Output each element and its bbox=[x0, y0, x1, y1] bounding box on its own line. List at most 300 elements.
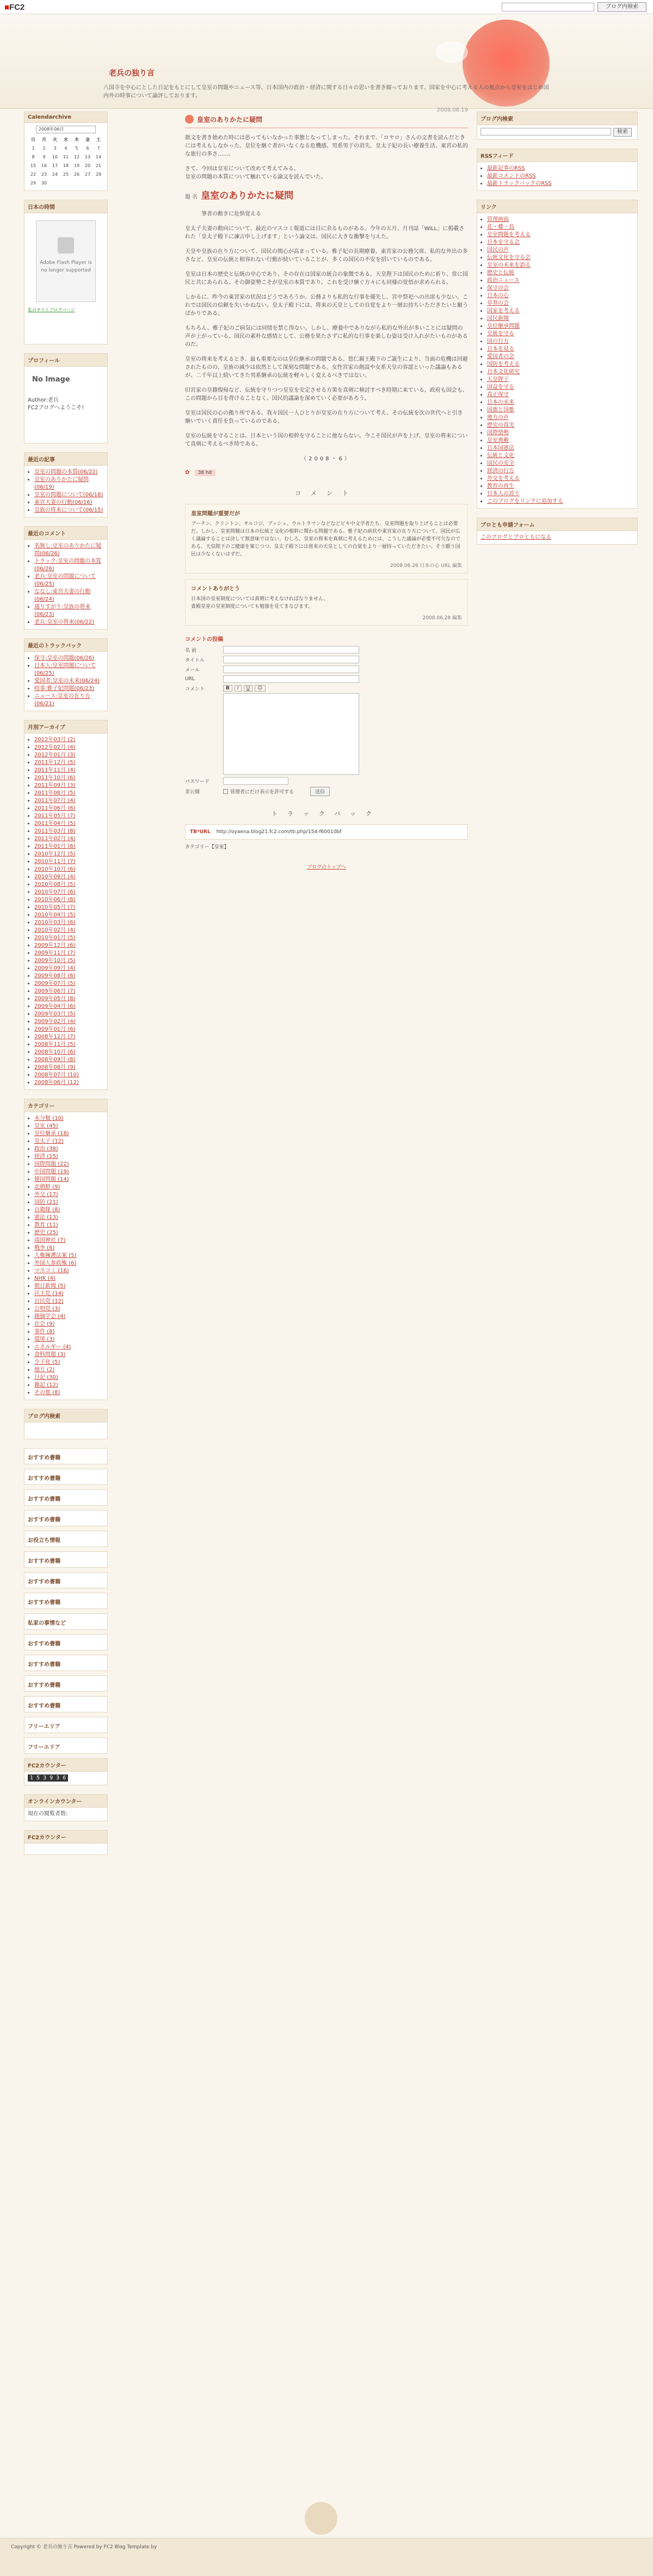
link-item-link[interactable]: 皇位継承問題 bbox=[487, 323, 520, 329]
comment-footer[interactable]: 2008.06.28 編集 bbox=[422, 615, 462, 621]
blog-top-link bbox=[185, 863, 468, 870]
profile-box bbox=[24, 353, 108, 443]
archive-item bbox=[34, 805, 104, 812]
archive-item-link[interactable]: 2011年03月 (8) bbox=[34, 828, 76, 834]
link-item-link[interactable]: 日本国憲法 bbox=[487, 445, 514, 451]
archive-item-link[interactable]: 2009年11月 (7) bbox=[34, 950, 76, 956]
recent-comment-item bbox=[34, 558, 104, 573]
calendar-day[interactable]: 11 bbox=[63, 155, 69, 159]
category-item-link[interactable]: 北朝鮮 (9) bbox=[34, 1184, 60, 1190]
post-intro-1: 拙文を書き始めた時には思ってもいなかった事態となってしまった。それまで、「ロヤロ」さんの文書を読んだときには考えもしなかった。皇位を継ぐ者がいなくなる危機感、男系男子の消失、皇太子妃の長い療養生活、東宮の私的な旅行の多さ……。 bbox=[185, 135, 468, 157]
link-item-link[interactable]: 真正保守 bbox=[487, 392, 509, 398]
category-item-link[interactable]: 靖国神社 (7) bbox=[34, 1237, 66, 1243]
category-item-link[interactable]: マスコミ (16) bbox=[34, 1268, 69, 1274]
archive-item-link[interactable]: 2008年09月 (8) bbox=[34, 1057, 76, 1063]
category-item-link[interactable]: 歴史 (25) bbox=[34, 1230, 58, 1236]
link-item-link[interactable]: 地方の声 bbox=[487, 415, 509, 421]
archive-item-link[interactable]: 2009年12月 (6) bbox=[34, 942, 76, 948]
link-item-link[interactable]: 日本の未来 bbox=[487, 399, 514, 405]
archive-item-link[interactable]: 2008年10月 (6) bbox=[34, 1049, 76, 1055]
calendar-day[interactable]: 16 bbox=[41, 163, 47, 168]
profile-text: FC2ブログへようこそ! bbox=[28, 405, 84, 411]
recent-comment-item bbox=[34, 619, 104, 626]
link-item-link[interactable]: 国益を守る bbox=[487, 384, 514, 390]
archive-item-link[interactable]: 2011年09月 (3) bbox=[34, 782, 76, 788]
blog-title[interactable]: 老兵の独り言 bbox=[109, 69, 155, 78]
link-item-link[interactable]: 伝統と文化 bbox=[487, 453, 514, 459]
category-item bbox=[34, 1359, 104, 1366]
link-item-link[interactable]: 国民の声 bbox=[487, 247, 509, 253]
calendar-day[interactable] bbox=[71, 179, 82, 188]
blog-top-anchor[interactable]: ブログのトップへ bbox=[307, 865, 346, 870]
category-item-link[interactable]: 日記 (30) bbox=[34, 1375, 58, 1381]
calendar-day[interactable]: 9 bbox=[42, 155, 46, 159]
post-body bbox=[185, 225, 468, 448]
category-item-link[interactable]: 政治 (38) bbox=[34, 1146, 58, 1152]
comment-textarea[interactable] bbox=[223, 693, 359, 775]
category-item-link[interactable]: NHK (4) bbox=[34, 1275, 56, 1281]
archive-item-link[interactable]: 2009年07月 (5) bbox=[34, 981, 76, 987]
calendar-day[interactable]: 7 bbox=[97, 146, 100, 151]
link-item bbox=[487, 353, 634, 361]
archive-item bbox=[34, 927, 104, 934]
url-label: URL bbox=[185, 676, 195, 682]
link-item-link[interactable]: 伝統文化を守る会 bbox=[487, 255, 531, 261]
link-item-link[interactable]: 国際情勢 bbox=[487, 430, 509, 436]
link-item bbox=[487, 445, 634, 452]
archive-item-link[interactable]: 2009年09月 (4) bbox=[34, 965, 76, 971]
counter2-box bbox=[24, 1830, 108, 1855]
post-icon bbox=[185, 115, 194, 124]
emoji-button[interactable]: ☺ bbox=[255, 685, 265, 692]
recent-posts-list bbox=[28, 469, 104, 514]
category-item bbox=[34, 1382, 104, 1389]
calendar-month-select[interactable]: 2008年06月 bbox=[36, 126, 96, 133]
archive-item-link[interactable]: 2008年11月 (5) bbox=[34, 1042, 76, 1047]
plugin-icon bbox=[58, 237, 74, 254]
post-paragraph: 皇太子夫妻の動向について、最近のマスコミ報道には目に余るものがある。今年の五月、月刊誌「WiLL」に掲載された「皇太子殿下に諫言申し上げます」という論文は、国民に大きな衝撃を与えた。 bbox=[185, 226, 465, 240]
favorite-icon[interactable]: ✿ bbox=[185, 470, 190, 476]
archive-item-link[interactable]: 2009年01月 (6) bbox=[34, 1026, 76, 1032]
category-item-link[interactable]: 地方 (2) bbox=[34, 1367, 55, 1373]
trackback-item bbox=[34, 655, 104, 662]
recent-post-item-link[interactable]: 皇族の将来について(06/15) bbox=[34, 507, 103, 513]
online-header: オンラインカウンター bbox=[24, 1795, 107, 1808]
name-input[interactable] bbox=[223, 646, 359, 654]
category-item bbox=[34, 1374, 104, 1382]
category-item-link[interactable]: 公明党 (3) bbox=[34, 1306, 60, 1312]
calendar-day[interactable]: 10 bbox=[52, 155, 58, 159]
post-paragraph: しかるに、昨今の東宮家の状況はどうであろうか。公務よりも私的な行事を優先し、宮中祭祀への出席も少ない。これでは国民の信頼を失いかねない。皇太子殿下には、将来の天皇としての自覚をより一層お持ちいただきたいと願うばかりである。 bbox=[185, 294, 468, 317]
trackback-item bbox=[34, 662, 104, 677]
link-item bbox=[487, 376, 634, 384]
calendar-day[interactable]: 8 bbox=[32, 155, 35, 159]
link-item-link[interactable]: 日本の心 bbox=[487, 293, 509, 299]
url-input[interactable] bbox=[223, 675, 359, 683]
category-item-link[interactable]: 環境 (3) bbox=[34, 1336, 55, 1342]
calendar-day[interactable]: 25 bbox=[63, 172, 69, 177]
password-label: パスワード bbox=[185, 779, 210, 785]
category-item-link[interactable]: 国際問題 (22) bbox=[34, 1161, 69, 1167]
rss-item bbox=[487, 172, 634, 180]
fc2-search-button[interactable]: ブログ内検索 bbox=[597, 2, 646, 12]
category-item-link[interactable]: エネルギー (4) bbox=[34, 1344, 71, 1350]
archive-item-link[interactable]: 2009年08月 (6) bbox=[34, 973, 76, 979]
archive-item-link[interactable]: 2010年05月 (7) bbox=[34, 904, 76, 910]
counter2-header: FC2カウンター bbox=[24, 1831, 107, 1844]
recent-comment-item-link[interactable]: 名無し:皇室のありかたに疑問(06/26) bbox=[34, 543, 102, 557]
link-item-link[interactable]: 日本を見る bbox=[487, 346, 514, 352]
recent-comments-header: 最近のコメント bbox=[24, 527, 107, 540]
recent-comment-item-link[interactable]: トラック:皇室の問題の本質(06/26) bbox=[34, 558, 102, 572]
trackback-item-link[interactable]: 時事:雅子妃問題(06/23) bbox=[34, 686, 94, 692]
archive-item bbox=[34, 843, 104, 851]
archive-item bbox=[34, 950, 104, 957]
link-item-link[interactable]: 教育の再生 bbox=[487, 483, 514, 489]
archive-item bbox=[34, 1041, 104, 1049]
archive-item-link[interactable]: 2011年02月 (4) bbox=[34, 836, 76, 842]
left-sidebar bbox=[24, 112, 108, 1864]
comment-body: 日本国の皇室制度については真剣に考えなければなりません。 貴殿皇室の皇室制度についても勉強を見てまなびます。 bbox=[191, 596, 329, 609]
link-item-link[interactable]: 保守の会 bbox=[487, 285, 509, 291]
archive-item bbox=[34, 1026, 104, 1033]
calendar-day[interactable]: 15 bbox=[30, 163, 36, 168]
archive-item-link[interactable]: 2008年12月 (7) bbox=[34, 1034, 76, 1040]
comment-label: コメント bbox=[185, 687, 205, 692]
archive-item bbox=[34, 988, 104, 995]
trackback-url-box bbox=[185, 824, 468, 840]
link-item-link[interactable]: 国家を考える bbox=[487, 308, 520, 314]
archive-item-link[interactable]: 2011年08月 (5) bbox=[34, 790, 76, 796]
category-item bbox=[34, 1130, 104, 1138]
calendar-day[interactable]: 29 bbox=[30, 181, 36, 186]
link-item bbox=[487, 216, 634, 224]
archive-item bbox=[34, 820, 104, 828]
category-item bbox=[34, 1290, 104, 1298]
link-item-link[interactable]: 愛国者の会 bbox=[487, 354, 514, 360]
archive-item-link[interactable]: 2010年03月 (6) bbox=[34, 920, 76, 926]
calendar-day[interactable] bbox=[50, 179, 60, 188]
rss-item bbox=[487, 180, 634, 188]
post-paragraph: 皇室の伝統を守ることは、日本という国の根幹を守ることに他ならない。今こそ国民が声を上げ、皇室の将来について真剣に考えるべき時である。 bbox=[185, 433, 468, 447]
buddy-form-box bbox=[477, 517, 638, 545]
category-item bbox=[34, 1237, 104, 1244]
link-item-link[interactable]: 草莽の会 bbox=[487, 300, 509, 306]
category-item-link[interactable]: 少子化 (5) bbox=[34, 1359, 60, 1365]
archive-item-link[interactable]: 2012年02月 (4) bbox=[34, 744, 76, 750]
link-item-link[interactable]: 皇室問題を考える bbox=[487, 232, 531, 238]
quote-intro: 筆者の動きに危惧覚える bbox=[201, 211, 261, 217]
profile-no-image: No Image bbox=[32, 375, 70, 384]
trackback-item-link[interactable]: 保守:皇室の問題(06/26) bbox=[34, 655, 94, 661]
calendar-day[interactable]: 28 bbox=[95, 172, 102, 177]
archive-item-link[interactable]: 2008年06月 (12) bbox=[34, 1080, 79, 1086]
archive-item-link[interactable]: 2008年07月 (10) bbox=[34, 1072, 79, 1078]
link-item-link[interactable]: 皇室の未来を語る bbox=[487, 262, 531, 268]
recent-comment-item-link[interactable]: 老兵:皇室の問題について(06/25) bbox=[34, 574, 96, 587]
link-item-link[interactable]: 国の行方 bbox=[487, 338, 509, 344]
category-item bbox=[34, 1229, 104, 1237]
archive-item-link[interactable]: 2012年01月 (3) bbox=[34, 752, 76, 758]
link-item-link[interactable]: 日本を守る会 bbox=[487, 239, 520, 245]
fc2-search-input[interactable] bbox=[502, 3, 594, 11]
trackbacks-list bbox=[28, 655, 104, 708]
archive-item-link[interactable]: 2011年11月 (4) bbox=[34, 767, 76, 773]
category-item-link[interactable]: 食料問題 (3) bbox=[34, 1352, 66, 1358]
category-item-link[interactable]: 外国人参政権 (6) bbox=[34, 1260, 77, 1266]
rss-item-link[interactable]: 最新トラックバックのRSS bbox=[487, 181, 552, 187]
secret-label: 非公開 bbox=[185, 790, 200, 795]
online-text: 現在の閲覧者数: bbox=[28, 1811, 68, 1817]
link-item bbox=[487, 391, 634, 399]
category-item-link[interactable]: 朝日新聞 (5) bbox=[34, 1283, 66, 1289]
italic-button[interactable]: I bbox=[235, 685, 242, 692]
category-item bbox=[34, 1252, 104, 1260]
right-search-button[interactable]: 検索 bbox=[613, 128, 632, 137]
archive-item-link[interactable]: 2009年04月 (6) bbox=[34, 1003, 76, 1009]
trackback-item-link[interactable]: 日本人:皇室問題について(06/25) bbox=[34, 663, 96, 676]
calendar-day[interactable]: 30 bbox=[41, 181, 47, 186]
calendar-day[interactable]: 20 bbox=[84, 163, 91, 168]
link-item-link[interactable]: 国民新聞 bbox=[487, 316, 509, 322]
link-item-link[interactable]: 皇統を守る bbox=[487, 331, 514, 337]
plugin-box: フリーエリア bbox=[24, 1717, 108, 1733]
archive-item-link[interactable]: 2010年10月 (6) bbox=[34, 866, 76, 872]
link-item-link[interactable]: 国民の安全 bbox=[487, 460, 514, 466]
quote-title: 題 名 皇室のありかたに疑問 bbox=[185, 190, 294, 201]
link-item-link[interactable]: 花・蝶・鳥 bbox=[487, 224, 514, 230]
category-item-link[interactable]: 皇太子 (12) bbox=[34, 1138, 64, 1144]
calendar-day[interactable]: 26 bbox=[73, 172, 80, 177]
archive-item-link[interactable]: 2011年04月 (5) bbox=[34, 821, 76, 827]
archive-item-link[interactable]: 2009年10月 (5) bbox=[34, 958, 76, 964]
archive-item-link[interactable]: 2011年12月 (5) bbox=[34, 760, 76, 766]
category-item-link[interactable]: 創価学会 (4) bbox=[34, 1314, 66, 1320]
misc-plugins bbox=[24, 1448, 108, 1754]
archive-item-link[interactable]: 2010年09月 (4) bbox=[34, 874, 76, 880]
right-search-input[interactable] bbox=[480, 128, 611, 135]
recent-comment-item-link[interactable]: 通りすがり:皇族の将来(06/23) bbox=[34, 604, 91, 618]
link-item-link[interactable]: 経済の行方 bbox=[487, 468, 514, 474]
plugin-box: おすすめ書籍 bbox=[24, 1593, 108, 1609]
calendar-day[interactable]: 1 bbox=[32, 146, 35, 151]
calendar-day[interactable]: 24 bbox=[52, 172, 58, 177]
category-item-link[interactable]: 皇位継承 (18) bbox=[34, 1131, 69, 1137]
recent-post-item-link[interactable]: 皇室の問題について(06/18) bbox=[34, 492, 103, 498]
archive-item-link[interactable]: 2010年07月 (6) bbox=[34, 889, 76, 895]
post-date: 2008.06.19 bbox=[436, 107, 468, 113]
category-item-link[interactable]: 自衛隊 (8) bbox=[34, 1207, 60, 1213]
category-item-link[interactable]: 人権擁護法案 (5) bbox=[34, 1253, 77, 1259]
blog-parts-link[interactable]: 私のサイトブログパーツ bbox=[28, 307, 75, 312]
link-item bbox=[487, 498, 634, 506]
archive-item-link[interactable]: 2011年05月 (7) bbox=[34, 813, 76, 819]
category-item-link[interactable]: 教育 (11) bbox=[34, 1222, 58, 1228]
archive-item-link[interactable]: 2009年06月 (7) bbox=[34, 988, 76, 994]
category-item bbox=[34, 1115, 104, 1123]
recent-comment-item-link[interactable]: ななし:東宮夫妻の行動(06/24) bbox=[34, 589, 91, 602]
left-search-header: ブログ内検索 bbox=[24, 1409, 107, 1422]
header-cloud-decoration bbox=[435, 41, 468, 63]
category-item-link[interactable]: 自民党 (12) bbox=[34, 1298, 64, 1304]
link-item-link[interactable]: 国旗と国歌 bbox=[487, 407, 514, 413]
archive-item-link[interactable]: 2011年10月 (6) bbox=[34, 775, 76, 781]
calendar-weekday: 火 bbox=[53, 137, 57, 142]
counter-value: 1 5 3 9 3 6 bbox=[28, 1774, 68, 1782]
link-item bbox=[487, 231, 634, 239]
password-input[interactable] bbox=[223, 777, 288, 785]
category-item-link[interactable]: 戦争 (6) bbox=[34, 1245, 55, 1251]
comment-footer[interactable]: 2008.06.26 日本の心 URL 編集 bbox=[390, 563, 462, 569]
plugin-box: フリーエリア bbox=[24, 1737, 108, 1754]
category-item-link[interactable]: 民主党 (14) bbox=[34, 1291, 64, 1297]
category-item-link[interactable]: 事件 (8) bbox=[34, 1329, 55, 1335]
calendar-day[interactable] bbox=[60, 179, 71, 188]
profile-author: Author:老兵 bbox=[28, 397, 59, 403]
archive-item-link[interactable]: 2008年08月 (9) bbox=[34, 1064, 76, 1070]
link-item bbox=[487, 315, 634, 323]
link-item-link[interactable]: 政治ニュース bbox=[487, 278, 520, 284]
calendar-day[interactable]: 2 bbox=[42, 146, 46, 151]
category-item-link[interactable]: 韓国問題 (14) bbox=[34, 1176, 69, 1182]
link-item-link[interactable]: 天皇陛下 bbox=[487, 377, 509, 383]
archive-item-link[interactable]: 2011年07月 (4) bbox=[34, 798, 76, 804]
category-item-link[interactable]: 国防 (21) bbox=[34, 1199, 58, 1205]
category-item bbox=[34, 1344, 104, 1351]
archive-item bbox=[34, 911, 104, 919]
rss-item-link[interactable]: 最新コメントのRSS bbox=[487, 173, 536, 179]
calendar-day[interactable]: 14 bbox=[95, 155, 102, 159]
archive-item-link[interactable]: 2010年11月 (7) bbox=[34, 859, 76, 865]
comment-title: コメントありがとう bbox=[191, 586, 240, 592]
link-item-link[interactable]: 日本文化研究 bbox=[487, 369, 520, 375]
calendar-day[interactable]: 23 bbox=[41, 172, 47, 177]
category-item-link[interactable]: 社会 (9) bbox=[34, 1321, 55, 1327]
trackback-category[interactable]: カテゴリー【皇室】 bbox=[185, 845, 229, 850]
trackback-item bbox=[34, 677, 104, 685]
plugin-box: おすすめ書籍 bbox=[24, 1634, 108, 1650]
archive-item-link[interactable]: 2011年06月 (6) bbox=[34, 805, 76, 811]
calendar-day[interactable]: 21 bbox=[95, 163, 102, 168]
plugin-box: おすすめ書籍 bbox=[24, 1551, 108, 1568]
link-item bbox=[487, 429, 634, 437]
link-item-link[interactable]: 管理画面 bbox=[487, 217, 509, 223]
recent-post-item-link[interactable]: 東宮夫妻の行動(06/16) bbox=[34, 500, 93, 506]
archive-item bbox=[34, 904, 104, 911]
archive-item-link[interactable]: 2011年01月 (6) bbox=[34, 843, 76, 849]
secret-checkbox[interactable] bbox=[223, 789, 228, 794]
buddy-form-link[interactable]: このブログとブロともになる bbox=[480, 534, 552, 540]
calendar-day[interactable]: 18 bbox=[63, 163, 69, 168]
link-item bbox=[487, 330, 634, 338]
category-item-link[interactable]: 経済 (15) bbox=[34, 1154, 58, 1160]
calendar-day[interactable]: 12 bbox=[73, 155, 80, 159]
link-item-link[interactable]: 歴史と伝統 bbox=[487, 270, 514, 276]
archive-item-link[interactable]: 2009年02月 (4) bbox=[34, 1019, 76, 1025]
calendar-day[interactable]: 5 bbox=[75, 146, 78, 151]
recent-post-item bbox=[34, 469, 104, 476]
calendar-weekday: 水 bbox=[64, 137, 68, 142]
archive-item-link[interactable]: 2009年03月 (5) bbox=[34, 1011, 76, 1017]
underline-button[interactable]: U bbox=[244, 685, 253, 692]
calendar-day[interactable]: 27 bbox=[84, 172, 91, 177]
hit-counter-badge: 38 hit bbox=[195, 470, 215, 476]
link-item bbox=[487, 300, 634, 307]
category-item-link[interactable]: その他 (8) bbox=[34, 1390, 60, 1396]
archive-item-link[interactable]: 2010年06月 (8) bbox=[34, 897, 76, 903]
link-item-link[interactable]: 皇室典範 bbox=[487, 437, 509, 443]
archive-item-link[interactable]: 2009年05月 (8) bbox=[34, 996, 76, 1002]
link-item-link[interactable]: このブログをリンクに追加する bbox=[487, 498, 563, 504]
trackback-item-link[interactable]: 愛国者:皇室の未来(06/24) bbox=[34, 678, 100, 684]
trackback-url[interactable]: http://oyaena.blog21.fc2.com/tb.php/154-f60010bf bbox=[216, 829, 342, 835]
archive-item bbox=[34, 1079, 104, 1087]
link-item-link[interactable]: 国防を考える bbox=[487, 361, 520, 367]
archive-item-link[interactable]: 2010年08月 (5) bbox=[34, 882, 76, 888]
archive-item bbox=[34, 866, 104, 873]
submit-button[interactable]: 送信 bbox=[310, 787, 330, 796]
calendar-day[interactable] bbox=[82, 179, 93, 188]
plugin-box: おすすめ書籍 bbox=[24, 1448, 108, 1464]
category-item-link[interactable]: 中国問題 (19) bbox=[34, 1169, 69, 1175]
link-item bbox=[487, 414, 634, 422]
category-item-link[interactable]: 雑記 (12) bbox=[34, 1382, 58, 1388]
trackback-item-link[interactable]: ニュース:皇室の在り方(06/21) bbox=[34, 693, 90, 707]
link-item-link[interactable]: 日本人の誇り bbox=[487, 491, 520, 497]
calendar-grid bbox=[28, 135, 104, 188]
archive-item-link[interactable]: 2010年02月 (4) bbox=[34, 927, 76, 933]
calendar-day[interactable]: 6 bbox=[86, 146, 89, 151]
rss-item-link[interactable]: 最新記事のRSS bbox=[487, 165, 525, 171]
category-item-link[interactable]: 皇室 (45) bbox=[34, 1123, 58, 1129]
category-item bbox=[34, 1351, 104, 1359]
calendar-weekday: 月 bbox=[42, 137, 46, 142]
recent-post-item-link[interactable]: 皇室の問題の本質(06/22) bbox=[34, 469, 98, 475]
category-item-link[interactable]: 憲法 (13) bbox=[34, 1215, 58, 1221]
archive-item-link[interactable]: 2010年04月 (5) bbox=[34, 912, 76, 918]
mail-input[interactable] bbox=[223, 665, 359, 673]
fc2-logo[interactable]: ■FC2 bbox=[4, 3, 25, 12]
calendar-day[interactable]: 22 bbox=[30, 172, 36, 177]
bold-button[interactable]: B bbox=[223, 685, 232, 692]
recent-comments-box bbox=[24, 526, 108, 630]
link-item-link[interactable]: 外交を考える bbox=[487, 476, 520, 482]
category-item bbox=[34, 1214, 104, 1222]
calendar-day[interactable]: 17 bbox=[52, 163, 58, 168]
title-input[interactable] bbox=[223, 656, 359, 663]
comment-form-header: コメントの投稿 bbox=[185, 637, 223, 643]
recent-post-item-link[interactable]: 皇室のありかたに疑問(06/19) bbox=[34, 477, 89, 490]
link-item-link[interactable]: 歴史の真実 bbox=[487, 422, 514, 428]
archive-item-link[interactable]: 2012年03月 (2) bbox=[34, 737, 76, 743]
calendar-day[interactable]: 4 bbox=[64, 146, 67, 151]
post-title[interactable]: 皇室のありかたに疑問 bbox=[197, 116, 263, 124]
category-item-link[interactable]: 未分類 (10) bbox=[34, 1116, 64, 1121]
archive-item-link[interactable]: 2010年01月 (5) bbox=[34, 935, 76, 941]
trackback-header: トラックバック bbox=[271, 810, 382, 817]
calendar-day[interactable]: 3 bbox=[53, 146, 57, 151]
archive-item-link[interactable]: 2010年12月 (5) bbox=[34, 851, 76, 857]
calendar-day[interactable] bbox=[93, 179, 104, 188]
main-content bbox=[185, 107, 468, 870]
clock-header: 日本の時間 bbox=[24, 200, 107, 213]
calendar-day[interactable]: 13 bbox=[84, 155, 91, 159]
recent-comment-item-link[interactable]: 老兵:皇室の将来(06/22) bbox=[34, 619, 94, 625]
post-paragraph: 天皇や皇族の在り方について、国民の関心が高まっている。雅子妃の長期療養、東宮家の公務欠席、私的な外出の多さなど、皇室の伝統と相容れない行動が続いていることが、多くの国民の不安を招いているのである。 bbox=[185, 249, 468, 263]
calendar-day[interactable]: 19 bbox=[73, 163, 80, 168]
link-item bbox=[487, 323, 634, 330]
category-item-link[interactable]: 外交 (17) bbox=[34, 1192, 58, 1198]
